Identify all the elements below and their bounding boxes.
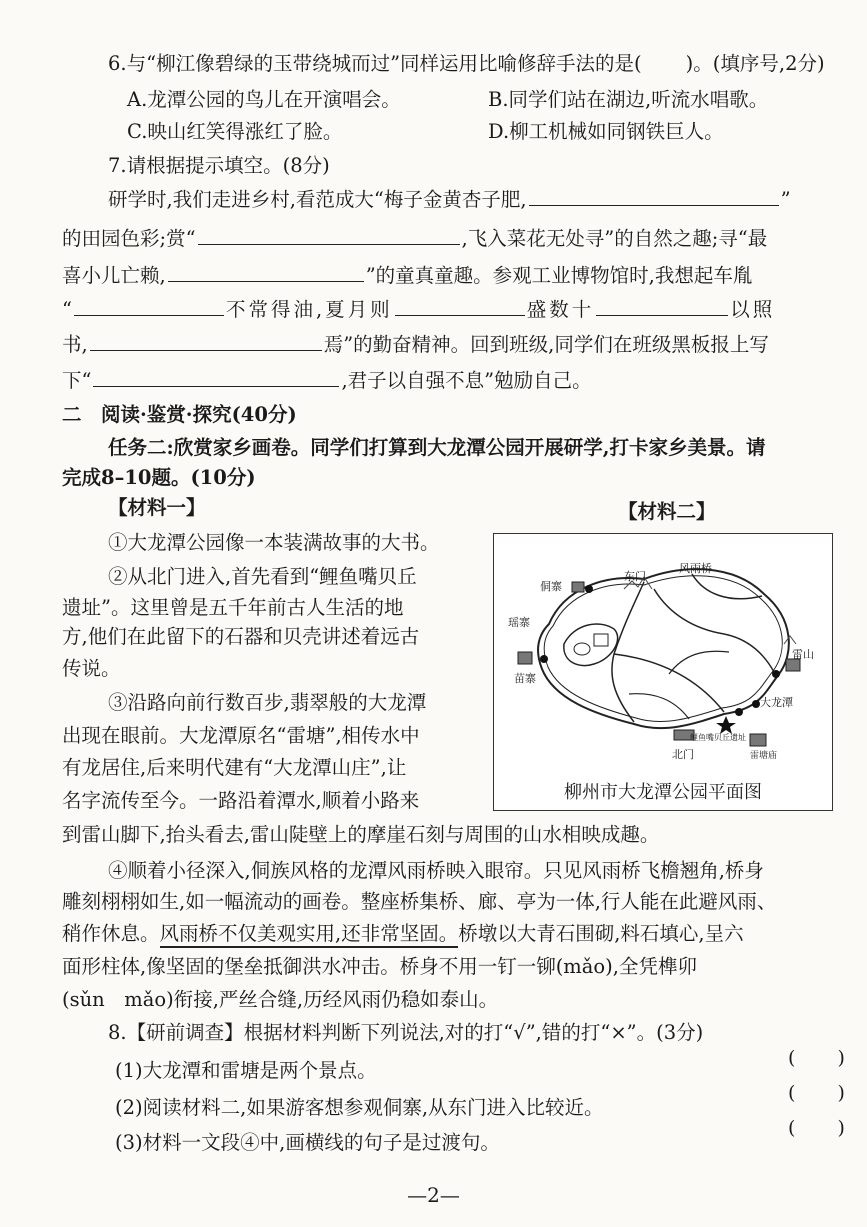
m1-p2-2: 遗址”。这里曾是五千年前古人生活的地 bbox=[62, 596, 404, 619]
answer-paren-1[interactable]: ( ) bbox=[788, 1047, 863, 1069]
m1-p4-1: ④顺着小径深入,侗族风格的龙潭风雨桥映入眼帘。只见风雨桥飞檐翘角,桥身 bbox=[108, 859, 764, 882]
fill-blank[interactable] bbox=[395, 297, 525, 316]
page-number: —2— bbox=[407, 1183, 460, 1207]
underlined-sentence: 风雨桥不仅美观实用,还非常坚固。 bbox=[160, 922, 459, 948]
label-dong-village: 侗寨 bbox=[540, 580, 562, 593]
material-1-label: 【材料一】 bbox=[108, 496, 206, 519]
q7-line-1: 研学时,我们走进乡村,看范成大“梅子金黄杏子肥, ” bbox=[108, 188, 791, 211]
q6-option-b: B.同学们站在湖边,听流水唱歌。 bbox=[488, 88, 769, 111]
fill-blank[interactable] bbox=[74, 297, 224, 316]
m1-p4-3: 稍作休息。风雨桥不仅美观实用,还非常坚固。桥墩以大青石围砌,料石填心,呈六 bbox=[62, 922, 744, 946]
fill-blank[interactable] bbox=[90, 332, 322, 351]
label-bridge: 风雨桥 bbox=[679, 562, 712, 575]
q7-line-2: 的田园色彩;赏“ ,飞入菜花无处寻”的自然之趣;寻“最 bbox=[62, 227, 768, 250]
m1-p4-5: (sǔn mǎo)衔接,严丝合缝,历经风雨仍稳如泰山。 bbox=[62, 988, 499, 1011]
m1-p2-1: ②从北门进入,首先看到“鲤鱼嘴贝丘 bbox=[108, 565, 417, 588]
label-site: 鲤鱼嘴贝丘遗址 bbox=[690, 733, 746, 742]
label-miao-village: 苗寨 bbox=[514, 672, 536, 685]
material-2-label: 【材料二】 bbox=[618, 500, 716, 523]
m1-p3-4: 名字流传至今。一路沿着潭水,顺着小路来 bbox=[62, 789, 420, 812]
label-leishan: 雷山 bbox=[792, 648, 814, 661]
m1-p2-4: 传说。 bbox=[62, 657, 121, 680]
m1-p3-1: ③沿路向前行数百步,翡翠般的大龙潭 bbox=[108, 691, 427, 714]
m1-p1: ①大龙潭公园像一本装满故事的大书。 bbox=[108, 531, 440, 554]
m1-p3-3: 有龙居住,后来明代建有“大龙潭山庄”,让 bbox=[62, 756, 407, 779]
m1-p3-5: 到雷山脚下,抬头看去,雷山陡壁上的摩崖石刻与周围的山水相映成趣。 bbox=[62, 823, 660, 846]
fill-blank[interactable] bbox=[93, 368, 339, 387]
answer-paren-2[interactable]: ( ) bbox=[788, 1082, 863, 1104]
q7-title: 7.请根据提示填空。(8分) bbox=[108, 154, 330, 177]
label-east-gate: 东门 bbox=[624, 570, 646, 583]
label-dalongtan: 大龙潭 bbox=[760, 696, 793, 709]
m1-p4-2: 雕刻栩栩如生,如一幅流动的画卷。整座桥集桥、廊、亭为一体,行人能在此避风雨、 bbox=[62, 890, 777, 913]
q8-statement-1: (1)大龙潭和雷塘是两个景点。 bbox=[115, 1059, 377, 1082]
q6-option-a: A.龙潭公园的鸟儿在开演唱会。 bbox=[127, 88, 401, 111]
park-map bbox=[493, 533, 833, 811]
q7-line-3: 喜小儿亡赖, ”的童真童趣。参观工业博物馆时,我想起车胤 bbox=[62, 264, 753, 287]
q6-option-d: D.柳工机械如同钢铁巨人。 bbox=[488, 120, 724, 143]
q8-statement-3: (3)材料一文段④中,画横线的句子是过渡句。 bbox=[115, 1131, 500, 1154]
q7-line-4: “ 不常得油,夏月则 盛数十 以照 bbox=[62, 298, 776, 321]
m1-p2-3: 方,他们在此留下的石器和贝壳讲述着远古 bbox=[62, 625, 420, 648]
map-caption: 柳州市大龙潭公园平面图 bbox=[564, 782, 762, 803]
map-drawing bbox=[494, 534, 832, 774]
fill-blank[interactable] bbox=[198, 226, 460, 245]
q8-statement-2: (2)阅读材料二,如果游客想参观侗寨,从东门进入比较近。 bbox=[115, 1096, 604, 1119]
label-leitang-temple: 雷塘庙 bbox=[750, 751, 778, 761]
fill-blank[interactable] bbox=[168, 263, 364, 282]
task-intro-1: 任务二:欣赏家乡画卷。同学们打算到大龙潭公园开展研学,打卡家乡美景。请 bbox=[108, 436, 766, 459]
label-north-gate: 北门 bbox=[672, 748, 694, 761]
q6-stem: 6.与“柳江像碧绿的玉带绕城而过”同样运用比喻修辞手法的是( )。(填序号,2分) bbox=[108, 52, 825, 75]
m1-p4-4: 面形柱体,像坚固的堡垒抵御洪水冲击。桥身不用一钉一铆(mǎo),全凭榫卯 bbox=[62, 955, 697, 978]
q7-line-6: 下“ ,君子以自强不息”勉励自己。 bbox=[62, 369, 592, 392]
fill-blank[interactable] bbox=[529, 187, 779, 206]
m1-p3-2: 出现在眼前。大龙潭原名“雷塘”,相传水中 bbox=[62, 724, 420, 747]
q6-option-c: C.映山红笑得涨红了脸。 bbox=[127, 120, 343, 143]
q8-title: 8.【研前调查】根据材料判断下列说法,对的打“√”,错的打“×”。(3分) bbox=[108, 1021, 704, 1044]
fill-blank[interactable] bbox=[596, 297, 728, 316]
section-heading: 二 阅读·鉴赏·探究(40分) bbox=[62, 403, 297, 426]
task-intro-2: 完成8–10题。(10分) bbox=[62, 466, 256, 489]
q7-line-5: 书, 焉”的勤奋精神。回到班级,同学们在班级黑板报上写 bbox=[62, 333, 769, 356]
label-yao-village: 瑶寨 bbox=[508, 616, 530, 629]
answer-paren-3[interactable]: ( ) bbox=[788, 1117, 863, 1139]
